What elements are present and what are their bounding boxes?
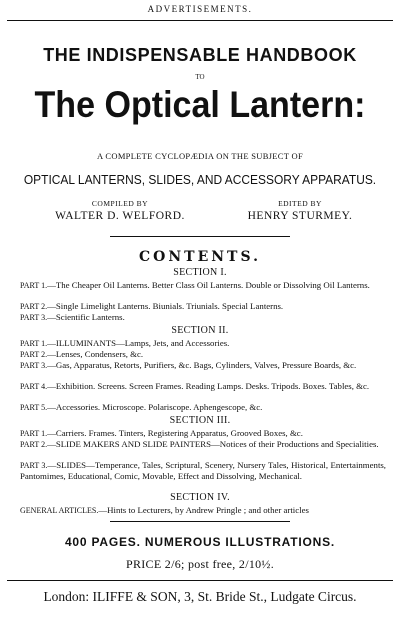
section-heading: SECTION IV.: [170, 492, 230, 503]
contents-entry: GENERAL ARTICLES.—Hints to Lecturers, by Andrew Pringle ; and other articles: [20, 505, 309, 515]
to-text: TO: [195, 73, 205, 81]
contents-entry: PART 5.—Accessories. Microscope. Polariscope. Aphengescope, &c.: [20, 402, 263, 412]
contents-entry: PART 3.—Scientific Lanterns.: [20, 312, 125, 322]
subtitle-apparatus: OPTICAL LANTERNS, SLIDES, AND ACCESSORY APPARATUS.: [23, 172, 377, 187]
section-heading: SECTION III.: [169, 415, 231, 426]
contents-entry: PART 3.—SLIDES—Temperance, Tales, Scriptural, Scenery, Nursery Tales, Historical, Entertainments, Pantomimes, Educational, Comic, Movable, Effect and Dissolving, Mechanical.: [20, 460, 387, 481]
bottom-rule: [7, 580, 393, 581]
main-title: The Optical Lantern:: [34, 84, 366, 125]
subtitle: A COMPLETE CYCLOPÆDIA ON THE SUBJECT OF: [97, 151, 303, 161]
section-heading: SECTION I.: [173, 267, 227, 278]
contents-entry: PART 1.—The Cheaper Oil Lanterns. Better Class Oil Lanterns. Double or Dissolving Oil Lanterns.: [20, 280, 370, 290]
running-head: ADVERTISEMENTS.: [147, 4, 253, 14]
contents-entry: PART 1.—Carriers. Frames. Tinters, Registering Apparatus, Grooved Boxes, &c.: [20, 428, 303, 438]
divider-rule: [110, 236, 290, 237]
handbook-title: THE INDISPENSABLE HANDBOOK: [43, 45, 357, 65]
contents-entry: PART 2.—Lenses, Condensers, &c.: [20, 349, 144, 359]
publisher-line: London: ILIFFE & SON, 3, St. Bride St., Ludgate Circus.: [43, 589, 357, 604]
contents-entry: PART 2.—Single Limelight Lanterns. Biunials. Triunials. Special Lanterns.: [20, 301, 284, 311]
edited-by-label: EDITED BY: [278, 199, 322, 208]
top-rule: [7, 20, 393, 21]
contents-heading: CONTENTS.: [139, 249, 261, 265]
section-heading: SECTION II.: [171, 325, 229, 336]
contents-entry: PART 3.—Gas, Apparatus, Retorts, Purifiers, &c. Bags, Cylinders, Valves, Pressure Boards, &c.: [20, 360, 357, 370]
price-line: PRICE 2/6; post free, 2/10½.: [125, 557, 275, 571]
contents-entry: PART 2.—SLIDE MAKERS AND SLIDE PAINTERS—Notices of their Productions and Specialities.: [20, 439, 379, 449]
compiled-by-label: COMPILED BY: [91, 199, 149, 208]
compiled-by-name: WALTER D. WELFORD.: [55, 210, 185, 222]
contents-entry: PART 1.—ILLUMINANTS—Lamps, Jets, and Accessories.: [20, 338, 230, 348]
edited-by-name: HENRY STURMEY.: [247, 210, 353, 222]
pages-illustrations-line: 400 PAGES. NUMEROUS ILLUSTRATIONS.: [64, 535, 336, 549]
contents-entry: PART 4.—Exhibition. Screens. Screen Frames. Reading Lamps. Desks. Tripods. Boxes. Tables, &c.: [20, 381, 370, 391]
divider-rule: [110, 521, 290, 522]
